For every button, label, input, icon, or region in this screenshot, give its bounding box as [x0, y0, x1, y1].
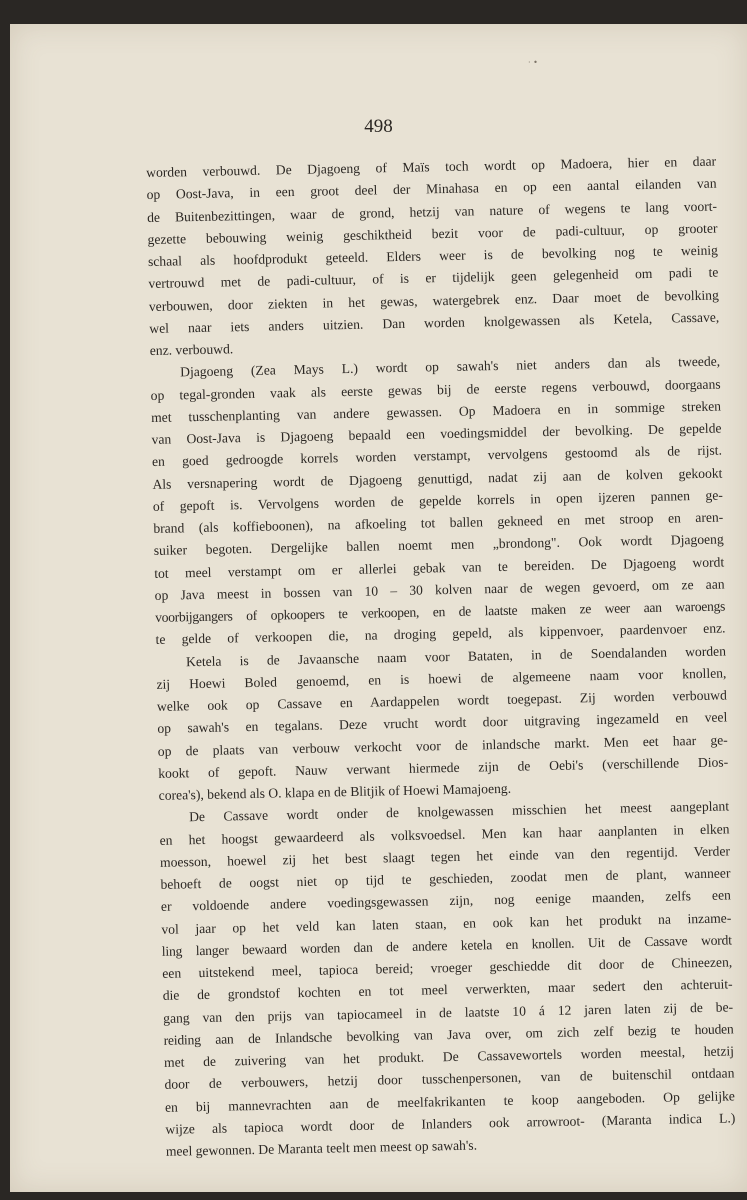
text-line-22: te gelde of verkoopen die, na droging gepeld, als kippenvoer, paardenvoer enz.: [155, 620, 726, 648]
body-text: [146, 151, 736, 1163]
corner-mark: · •: [528, 58, 538, 67]
text-line-3: de Buitenbezittingen, waar de grond, hetzij van nature of wegens te lang voort-: [146, 198, 718, 225]
text-line-6: vertrouwd met de padi-cultuur, of is er tijdelijk geen gelegenheid om padi te: [148, 264, 719, 292]
text-line-17: brand (als koffieboonen), na afkoeling tot ballen gekneed en met stroop en aren-: [153, 509, 724, 536]
text-line-18: suiker begoten. Dergelijke ballen noemt men „brondong". Ook wordt Djagoeng: [153, 531, 724, 559]
text-line-5: schaal als hoofdprodukt geteeld. Elders weer is de bevolking nog te weinig: [147, 242, 719, 269]
text-line-31: en het hoogst gewaardeerd als volksvoedsel. Men kan haar aanplanten in elken: [159, 820, 730, 848]
text-line-11: op tegal-gronden vaak als eerste gewas bij de eerste regens verbouwd, doorgaans: [150, 376, 721, 403]
text-line-37: een uitstekend meel, tapioca bereid; vroeger geschiedde dit door de Chineezen,: [162, 954, 733, 981]
text-line-14: en goed gedroogde korrels worden verstampt, vervolgens gestoomd als de rijst.: [151, 442, 723, 470]
text-line-9: enz. verbouwd.: [149, 341, 234, 358]
text-line-35: vol jaar op het veld kan laten staan, en ook kan het produkt na inzame-: [161, 909, 732, 937]
text-line-43: en bij mannevrachten aan de meelfakrikanten te koop aangeboden. Op gelijke: [164, 1087, 736, 1115]
text-line-40: reiding aan de Inlandsche bevolking van Java over, om zich zelf bezig te houden: [163, 1021, 734, 1048]
text-line-8: wel naar iets anders uitzien. Dan worden knolgewassen als Ketela, Cassave,: [149, 309, 720, 336]
text-line-23: Ketela is de Javaansche naam voor Bataten, in de Soendalanden worden: [185, 642, 727, 669]
text-line-21: voorbijgangers of opkoopers te verkoopen, en de laatste maken ze weer aan waroengs: [154, 598, 726, 625]
text-line-24: zij Hoewi Boled genoemd, en is hoewi de algemeene naam voor knollen,: [156, 665, 727, 692]
text-line-32: moesson, hoewel zij het best slaagt tegen het einde van den regentijd. Verder: [159, 843, 731, 870]
text-line-44: wijze als tapioca wordt door de Inlanders ook arrowroot- (Maranta indica L.): [165, 1110, 736, 1137]
text-line-42: door de verbouwers, hetzij door tusschenpersonen, van de buitenschil ontdaan: [164, 1065, 735, 1093]
text-line-45: meel gewonnen. De Maranta teelt men meest op sawah's.: [165, 1137, 478, 1159]
text-line-15: Als versnapering wordt de Djagoeng genuttigd, nadat zij aan de kolven gekookt: [152, 464, 723, 492]
text-line-33: behoeft de oogst niet op tijd te geschieden, zoodat men de plant, wanneer: [160, 865, 731, 892]
text-line-36: ling langer bewaard worden dan de andere ketela en knollen. Uit de Cassave wordt: [161, 932, 732, 959]
text-line-4: gezette bebouwing weinig geschiktheid bezit voor de padi-cultuur, op grooter: [147, 220, 718, 247]
text-line-13: van Oost-Java is Djagoeng bepaald een voedingsmiddel der bevolking. De gepelde: [151, 420, 722, 447]
text-line-38: die de grondstof kochten en tot meel verwerkten, maar sedert den achteruit-: [162, 976, 733, 1004]
text-line-29: corea's), bekend als O. klapa en de Blitjik of Hoewi Mamajoeng.: [158, 780, 512, 803]
text-line-25: welke ook op Cassave en Aardappelen wordt toegepast. Zij worden verbouwd: [156, 687, 727, 714]
text-line-16: of gepoft is. Vervolgens worden de gepelde korrels in open ijzeren pannen ge-: [152, 487, 723, 514]
text-line-12: met tusschenplanting van andere gewassen. Op Madoera en in sommige streken: [150, 398, 722, 425]
text-line-10: Djagoeng (Zea Mays L.) wordt op sawah's niet anders dan als tweede,: [180, 353, 721, 380]
text-line-26: op sawah's en tegalans. Deze vrucht wordt door uitgraving ingezameld en veel: [157, 709, 728, 737]
text-line-28: kookt of gepoft. Nauw verwant hiermede zijn de Oebi's (verschillende Dios-: [158, 754, 729, 781]
text-line-20: op Java meest in bossen van 10 – 30 kolven naar de wegen gevoerd, om ze aan: [154, 576, 725, 603]
page-number: 498: [364, 116, 393, 137]
text-line-1: worden verbouwd. De Djagoeng of Maïs toch wordt op Madoera, hier en daar: [146, 153, 717, 180]
text-line-39: gang van den prijs van tapiocameel in de laatste 10 á 12 jaren laten zij de be-: [163, 998, 734, 1026]
text-line-30: De Cassave wordt onder de knolgewassen misschien het meest aangeplant: [189, 798, 730, 825]
book-page: [10, 24, 747, 1192]
text-line-7: verbouwen, door ziekten in het gewas, watergebrek enz. Daar moet de bevolking: [148, 287, 719, 314]
text-line-27: op de plaats van verbouw verkocht voor de inlandsche markt. Men eet haar ge-: [157, 731, 728, 759]
text-line-19: tot meel verstampt om er allerlei gebak van te bereiden. De Djagoeng wordt: [154, 553, 725, 581]
text-line-41: met de zuivering van het produkt. De Cassavewortels worden meestal, hetzij: [163, 1043, 735, 1070]
text-line-34: er voldoende andere voedingsgewassen zijn, nog eenige maanden, zelfs een: [160, 887, 731, 915]
text-line-2: op Oost-Java, in een groot deel der Minahasa en op een aantal eilanden van: [146, 175, 717, 203]
